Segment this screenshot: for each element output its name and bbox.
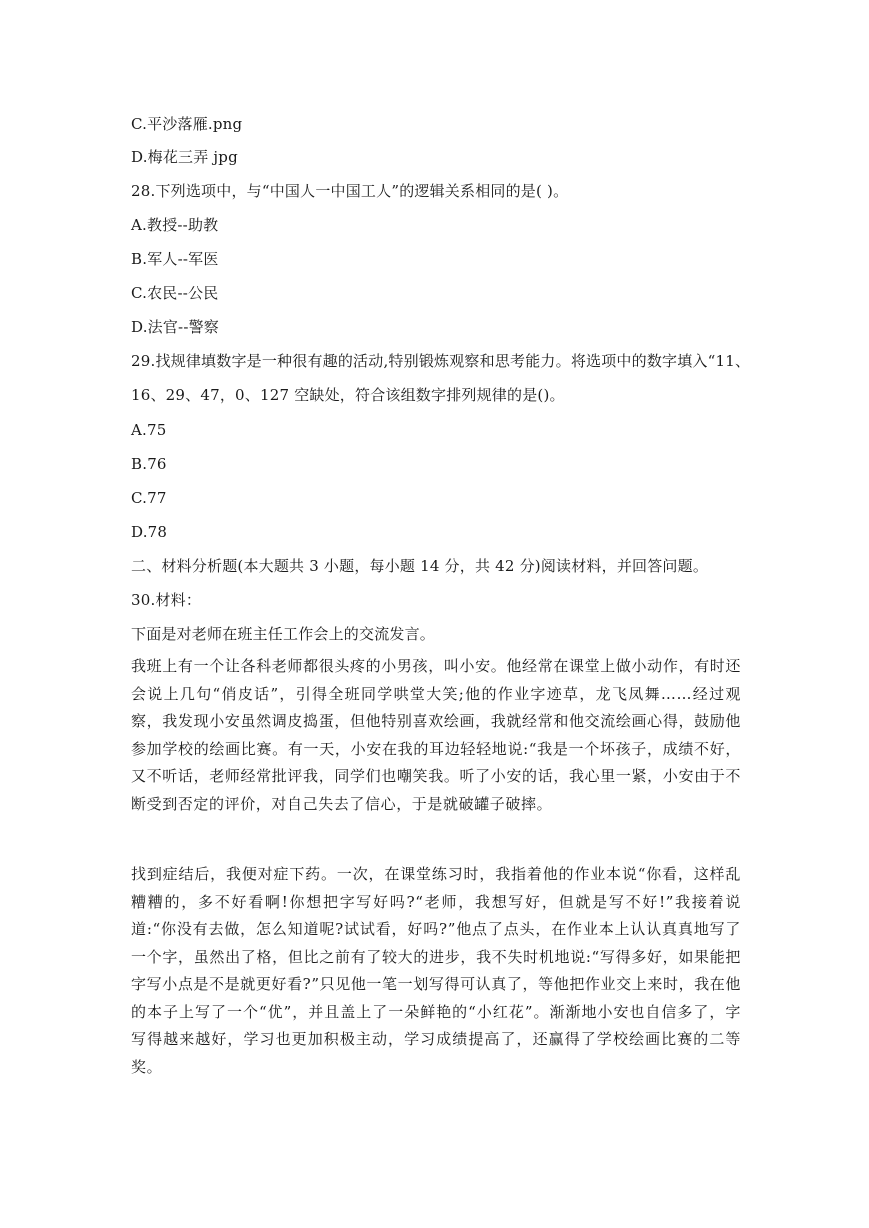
q27-option-c: C.平沙落雁.png bbox=[131, 115, 243, 133]
q28-option-d: D.法官--警察 bbox=[131, 318, 219, 336]
q30-paragraph-2: 找到症结后，我便对症下药。一次，在课堂练习时，我指着他的作业本说“你看，这样乱糟糟的，多不好看啊!你想把字写好吗?“老师，我想写好，但就是写不好!”我接着说道:“你没有去做，怎么知道呢?试试看，好吗?”他点了点头，在作业本上认认真真地写了一个字，虽然出了格，但比之前有了较大的进步，我不失时机地说:“写得多好，如果能把字写小点是不是就更好看?”只见他一笔一划写得可认真了，等他把作业交上来时，我在他的本子上写了一个“优”，并且盖上了一朵鲜艳的“小红花”。渐渐地小安也自信多了，字写得越来越好，学习也更加积极主动，学习成绩提高了，还赢得了学校绘画比赛的二等奖。 bbox=[131, 865, 741, 1076]
q29-option-a: A.75 bbox=[131, 421, 167, 439]
q30-label: 30.材料： bbox=[131, 591, 202, 609]
q28-option-c: C.农民--公民 bbox=[131, 284, 219, 302]
q28-option-a: A.教授--助教 bbox=[131, 216, 219, 234]
q29-stem-line2: 16、29、47，0、127 空缺处，符合该组数字排列规律的是()。 bbox=[131, 386, 565, 404]
section2-heading: 二、材料分析题(本大题共 3 小题，每小题 14 分，共 42 分)阅读材料，并回答问题。 bbox=[131, 557, 709, 575]
q29-stem-line1: 29.找规律填数字是一种很有趣的活动,特别锻炼观察和思考能力。将选项中的数字填入“11、 bbox=[131, 352, 751, 370]
q29-option-b: B.76 bbox=[131, 455, 167, 473]
q28-option-b: B.军人--军医 bbox=[131, 250, 219, 268]
q30-paragraph-1: 我班上有一个让各科老师都很头疼的小男孩，叫小安。他经常在课堂上做小动作，有时还会说上几句“俏皮话”，引得全班同学哄堂大笑;他的作业字迹草，龙飞凤舞……经过观察，我发现小安虽然调皮捣蛋，但他特别喜欢绘画，我就经常和他交流绘画心得，鼓励他参加学校的绘画比赛。有一天，小安在我的耳边轻轻地说:“我是一个坏孩子，成绩不好，又不听话，老师经常批评我，同学们也嘲笑我。听了小安的话，我心里一紧，小安由于不断受到否定的评价，对自己失去了信心，于是就破罐子破摔。 bbox=[131, 657, 741, 813]
q29-option-d: D.78 bbox=[131, 523, 168, 541]
q29-option-c: C.77 bbox=[131, 489, 167, 507]
q30-intro: 下面是对老师在班主任工作会上的交流发言。 bbox=[131, 625, 436, 643]
q28-stem: 28.下列选项中，与“中国人一中国工人”的逻辑关系相同的是( )。 bbox=[131, 182, 569, 200]
q27-option-d: D.梅花三弄 jpg bbox=[131, 148, 238, 166]
